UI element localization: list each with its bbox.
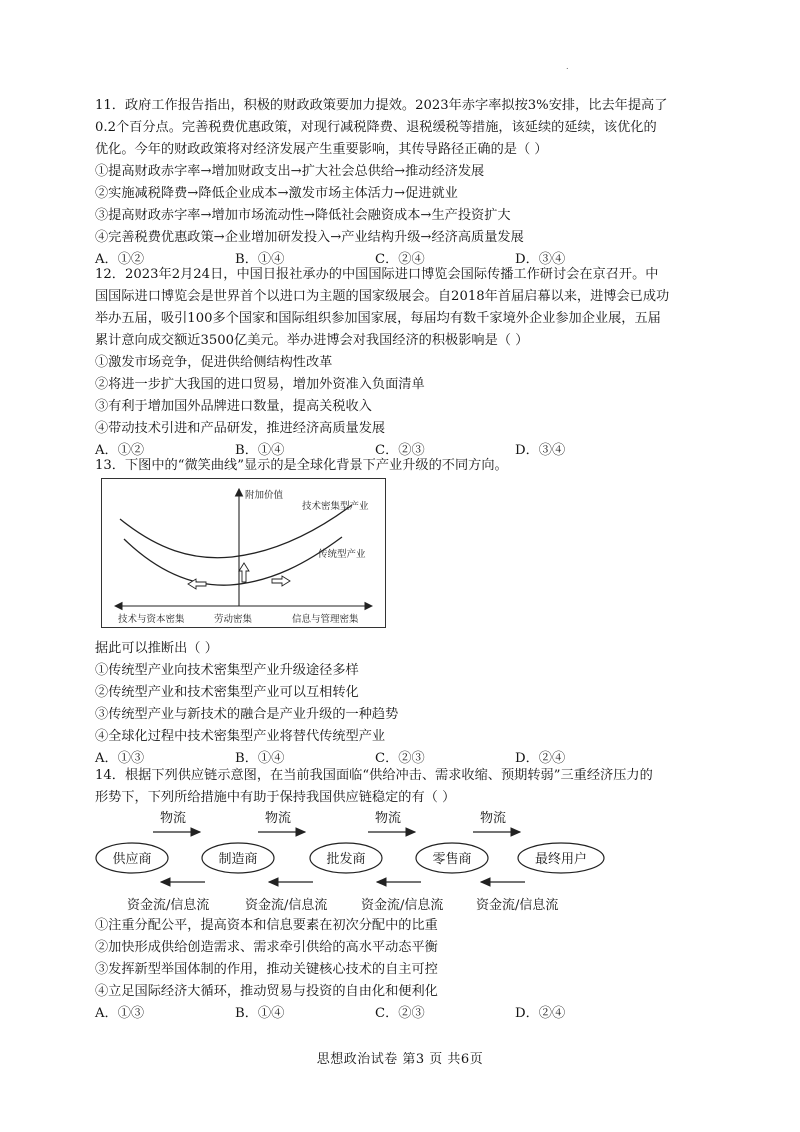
statement-1: ①激发市场竞争，促进供给侧结构性改革 (95, 355, 333, 370)
question-12-stem (95, 264, 715, 352)
statement-3: ③发挥新型举国体制的作用，推动关键核心技术的自主可控 (95, 962, 438, 977)
arrow-right-icon (272, 576, 290, 586)
stem-line: 12．2023年2月24日，中国日报社承办的中国国际进口博览会国际传播工作研讨会在京召开。中 (95, 267, 659, 282)
stem-line: 国国际进口博览会是世界首个以进口为主题的国家级展会。自2018年首届启幕以来，进博会已成功 (95, 289, 670, 304)
x-label-right: 信息与管理密集 (292, 614, 359, 625)
question-13 (95, 455, 715, 477)
question-14 (95, 765, 715, 809)
supply-chain-diagram (95, 808, 625, 918)
backward-flow-label: 资金流/信息流 (476, 898, 559, 913)
statement-3: ③提高财政赤字率→增加市场流动性→降低社会融资成本→生产投资扩大 (95, 208, 511, 223)
question-14-body (95, 915, 715, 1025)
statement-4: ④全球化过程中技术密集型产业将替代传统型产业 (95, 729, 386, 744)
statement-2: ②加快形成供给创造需求、需求牵引供给的高水平动态平衡 (95, 940, 438, 955)
question-13-stem: 13．下图中的“微笑曲线”显示的是全球化背景下产业升级的不同方向。 (95, 458, 508, 473)
option-a[interactable]: A．①③ (95, 1006, 145, 1021)
smile-curve-figure (101, 478, 386, 628)
forward-flow-label: 物流 (375, 811, 402, 826)
curve-traditional (124, 537, 342, 585)
x-label-left: 技术与资本密集 (118, 614, 185, 625)
option-c[interactable]: C．②④ (375, 252, 425, 267)
node-label: 制造商 (218, 852, 258, 867)
question-12 (95, 264, 715, 462)
answer-options (95, 1003, 715, 1025)
question-13-body (95, 638, 715, 770)
question-13-prompt: 据此可以推断出（ ） (95, 641, 218, 656)
forward-flow-label: 物流 (480, 811, 507, 826)
curve-top-label: 技术密集型产业 (302, 501, 369, 512)
forward-flow-label: 物流 (160, 811, 187, 826)
statement-2: ②将进一步扩大我国的进口贸易，增加外资准入负面清单 (95, 377, 425, 392)
question-11-stem (95, 95, 715, 161)
arrow-up-icon (239, 563, 249, 582)
option-c[interactable]: C．②③ (375, 751, 425, 766)
option-b[interactable]: B．①④ (235, 252, 285, 267)
question-14-stem (95, 765, 715, 809)
statement-4: ④带动技术引进和产品研发，推进经济高质量发展 (95, 421, 386, 436)
option-d[interactable]: D．②④ (515, 751, 566, 766)
node-label: 批发商 (326, 852, 366, 867)
node-label: 最终用户 (534, 852, 588, 867)
stem-line: 11．政府工作报告指出，积极的财政政策要加力提效。2023年赤字率拟按3%安排，比去年提高了 (95, 98, 668, 113)
node-label: 零售商 (432, 852, 472, 867)
statement-1: ①注重分配公平，提高资本和信息要素在初次分配中的比重 (95, 918, 438, 933)
statement-1: ①传统型产业向技术密集型产业升级途径多样 (95, 663, 359, 678)
stem-line: 形势下，下列所给措施中有助于保持我国供应链稳定的有（ ） (95, 790, 456, 805)
statement-4: ④完善税费优惠政策→企业增加研发投入→产业结构升级→经济高质量发展 (95, 230, 524, 245)
curve-bottom-label: 传统型产业 (318, 549, 366, 560)
stem-line: 0.2个百分点。完善税费优惠政策，对现行减税降费、退税缓税等措施，该延续的延续，该优化的 (95, 120, 657, 135)
question-11 (95, 95, 715, 271)
stem-line: 累计意向成交额近3500亿美元。举办进博会对我国经济的积极影响是（ ） (95, 333, 529, 348)
option-d[interactable]: D．②④ (515, 1006, 566, 1021)
option-a[interactable]: A．①② (95, 443, 145, 458)
statement-3: ③传统型产业与新技术的融合是产业升级的一种趋势 (95, 707, 399, 722)
y-axis-label: 附加价值 (245, 490, 284, 501)
stem-line: 举办五届，吸引100多个国家和国际组织参加国家展，每届均有数千家境外企业参加企业展，五届 (95, 311, 661, 326)
statement-3: ③有利于增加国外品牌进口数量，提高关税收入 (95, 399, 372, 414)
x-label-mid: 劳动密集 (214, 614, 253, 625)
page-footer: 思想政治试卷 第3 页 共6页 (316, 1052, 484, 1067)
statement-1: ①提高财政赤字率→增加财政支出→扩大社会总供给→推动经济发展 (95, 164, 485, 179)
page-mark: . (566, 62, 569, 71)
option-d[interactable]: D．③④ (515, 443, 566, 458)
option-b[interactable]: B．①④ (235, 443, 285, 458)
forward-flow-label: 物流 (265, 811, 292, 826)
option-b[interactable]: B．①④ (235, 1006, 285, 1021)
option-a[interactable]: A．①③ (95, 751, 145, 766)
backward-flow-label: 资金流/信息流 (361, 898, 444, 913)
stem-line: 优化。今年的财政政策将对经济发展产生重要影响，其传导路径正确的是（ ） (95, 142, 548, 157)
stem-line: 14．根据下列供应链示意图，在当前我国面临“供给冲击、需求收缩、预期转弱”三重经济压力的 (95, 768, 653, 783)
option-d[interactable]: D．③④ (515, 252, 566, 267)
statement-2: ②实施减税降费→降低企业成本→激发市场主体活力→促进就业 (95, 186, 458, 201)
option-c[interactable]: C．②③ (375, 1006, 425, 1021)
option-b[interactable]: B．①④ (235, 751, 285, 766)
backward-flow-label: 资金流/信息流 (127, 898, 210, 913)
node-label: 供应商 (112, 852, 152, 867)
statement-4: ④立足国际经济大循环，推动贸易与投资的自由化和便利化 (95, 984, 438, 999)
option-a[interactable]: A．①② (95, 252, 145, 267)
statement-2: ②传统型产业和技术密集型产业可以互相转化 (95, 685, 359, 700)
backward-flow-label: 资金流/信息流 (245, 898, 328, 913)
option-c[interactable]: C．②③ (375, 443, 425, 458)
